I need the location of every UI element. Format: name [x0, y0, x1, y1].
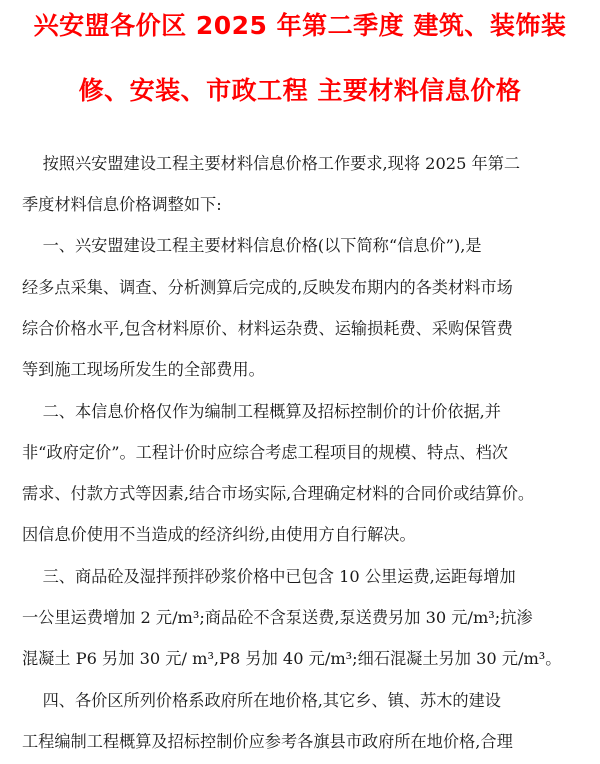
body-line: 因信息价使用不当造成的经济纠纷,由使用方自行解决。	[22, 525, 416, 544]
body-line: 经多点采集、调查、分析测算后完成的,反映发布期内的各类材料市场	[22, 278, 513, 297]
document-title-line-2: 修、安装、市政工程 主要材料信息价格	[78, 76, 522, 105]
body-line: 一公里运费增加 2 元/m³;商品砼不含泵送费,泵送费另加 30 元/m³;抗渗	[22, 608, 533, 627]
body-line: 一、兴安盟建设工程主要材料信息价格(以下简称“信息价”),是	[22, 236, 482, 255]
document-title-line-1: 兴安盟各价区 2025 年第二季度 建筑、装饰装	[33, 11, 567, 40]
body-line: 按照兴安盟建设工程主要材料信息价格工作要求,现将 2025 年第二	[22, 154, 521, 173]
body-line: 综合价格水平,包含材料原价、材料运杂费、运输损耗费、采购保管费	[22, 319, 513, 338]
body-line: 需求、付款方式等因素,结合市场实际,合理确定材料的合同价或结算价。	[22, 484, 535, 503]
body-line: 混凝土 P6 另加 30 元/ m³,P8 另加 40 元/m³;细石混凝土另加 30 元/m³。	[22, 649, 562, 668]
body-line: 工程编制工程概算及招标控制价应参考各旗县市政府所在地价格,合理	[22, 732, 513, 751]
body-line: 等到施工现场所发生的全部费用。	[22, 360, 265, 379]
body-line: 四、各价区所列价格系政府所在地价格,其它乡、镇、苏木的建设	[22, 691, 501, 710]
body-line: 季度材料信息价格调整如下:	[22, 195, 222, 214]
body-line: 非“政府定价”。工程计价时应综合考虑工程项目的规模、特点、档次	[22, 443, 508, 462]
body-line: 三、商品砼及湿拌预拌砂浆价格中已包含 10 公里运费,运距每增加	[22, 567, 516, 586]
body-line: 二、本信息价格仅作为编制工程概算及招标控制价的计价依据,并	[22, 402, 501, 421]
